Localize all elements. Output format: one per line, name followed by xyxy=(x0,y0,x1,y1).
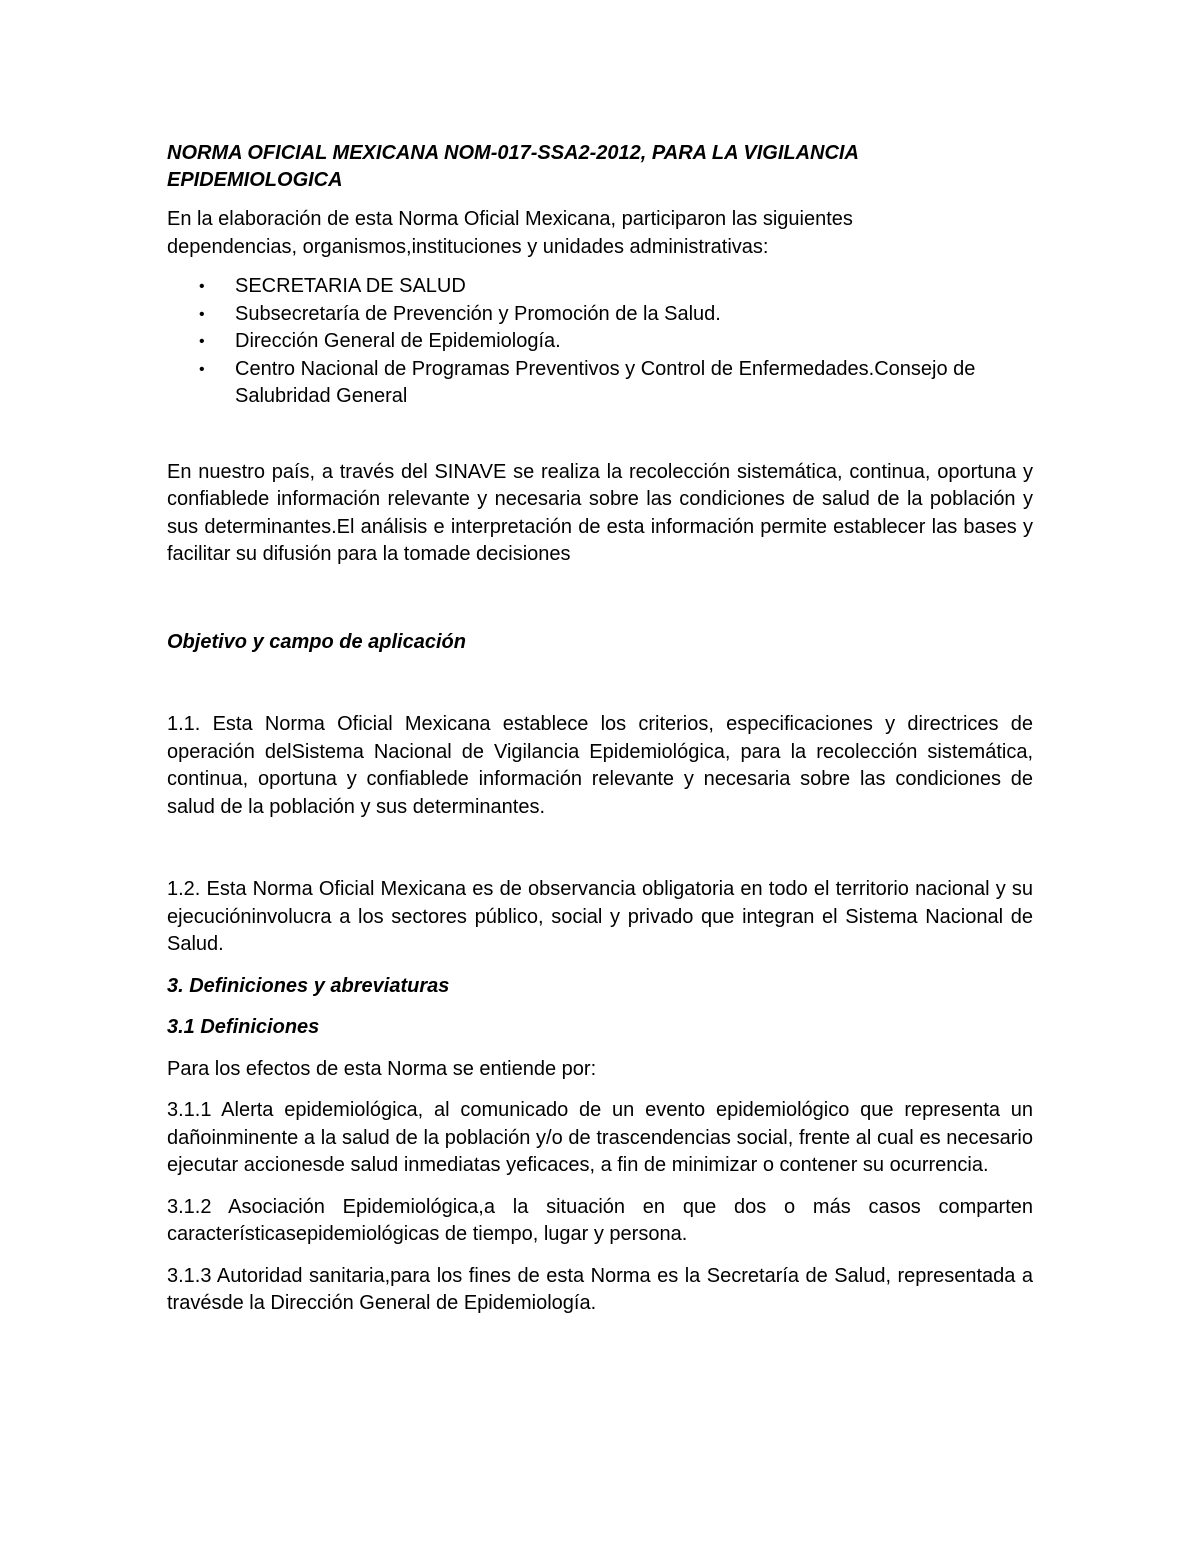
list-item xyxy=(167,328,1033,356)
paragraph-1-1: 1.1. Esta Norma Oficial Mexicana establece los criterios, especificaciones y directrices de operación delSistema Nacional de Vigilancia Epidemiológica, para la recolección sistemática, continua, oportuna y confiablede información relevante y necesaria sobre las condiciones de salud de la población y sus determinantes. xyxy=(167,713,1033,818)
definition-3-1-2: 3.1.2 Asociación Epidemiológica,a la situación en que dos o más casos comparten característicasepidemiológicas de tiempo, lugar y persona. xyxy=(167,1195,1033,1245)
definition-3-1-1: 3.1.1 Alerta epidemiológica, al comunicado de un evento epidemiológico que representa un dañoinminente a la salud de la población y/o de trascendencias social, frente al cual es necesario ejecutar accionesde salud inmediatas yeficaces, a fin de minimizar o contener su ocurrencia. xyxy=(167,1099,1033,1176)
section-heading-objetivo: Objetivo y campo de aplicación xyxy=(167,630,466,653)
bullet-icon: • xyxy=(199,333,205,350)
list-item-text: Centro Nacional de Programas Preventivos y Control de Enfermedades.Consejo de Salubridad General xyxy=(235,357,976,407)
document-title: NORMA OFICIAL MEXICANA NOM-017-SSA2-2012, PARA LA VIGILANCIA EPIDEMIOLOGICA xyxy=(167,142,859,191)
sinave-paragraph: En nuestro país, a través del SINAVE se realiza la recolección sistemática, continua, oportuna y confiablede información relevante y necesaria sobre las condiciones de salud de la población y sus determinantes.El análisis e interpretación de esta información permite establecer las bases y facilitar su difusión para la tomade decisiones xyxy=(167,460,1033,565)
list-item xyxy=(167,301,1033,329)
bullet-icon: • xyxy=(199,305,205,323)
list-item-text: SECRETARIA DE SALUD xyxy=(235,275,466,297)
para-efectos: Para los efectos de esta Norma se entiende por: xyxy=(167,1057,597,1080)
bullet-icon: • xyxy=(199,278,205,295)
section-heading-3: 3. Definiciones y abreviaturas xyxy=(167,974,450,997)
list-item xyxy=(167,273,1033,301)
paragraph-1-2: 1.2. Esta Norma Oficial Mexicana es de observancia obligatoria en todo el territorio nacional y su ejecucióninvolucra a los sectores público, social y privado que integran el Sistema Nacional de Salud. xyxy=(167,878,1033,955)
list-item-text: Dirección General de Epidemiología. xyxy=(235,330,561,352)
list-item-text: Subsecretaría de Prevención y Promoción de la Salud. xyxy=(235,302,721,325)
section-heading-3-1: 3.1 Definiciones xyxy=(167,1016,320,1038)
participants-list xyxy=(167,273,1033,411)
bullet-icon: • xyxy=(199,360,205,378)
intro-paragraph: En la elaboración de esta Norma Oficial Mexicana, participaron las siguientes dependencias, organismos,instituciones y unidades administrativas: xyxy=(167,208,853,258)
definition-3-1-3: 3.1.3 Autoridad sanitaria,para los fines de esta Norma es la Secretaría de Salud, representada a travésde la Dirección General de Epidemiología. xyxy=(167,1264,1033,1314)
list-item xyxy=(167,356,1033,411)
document-body xyxy=(167,140,1033,1318)
